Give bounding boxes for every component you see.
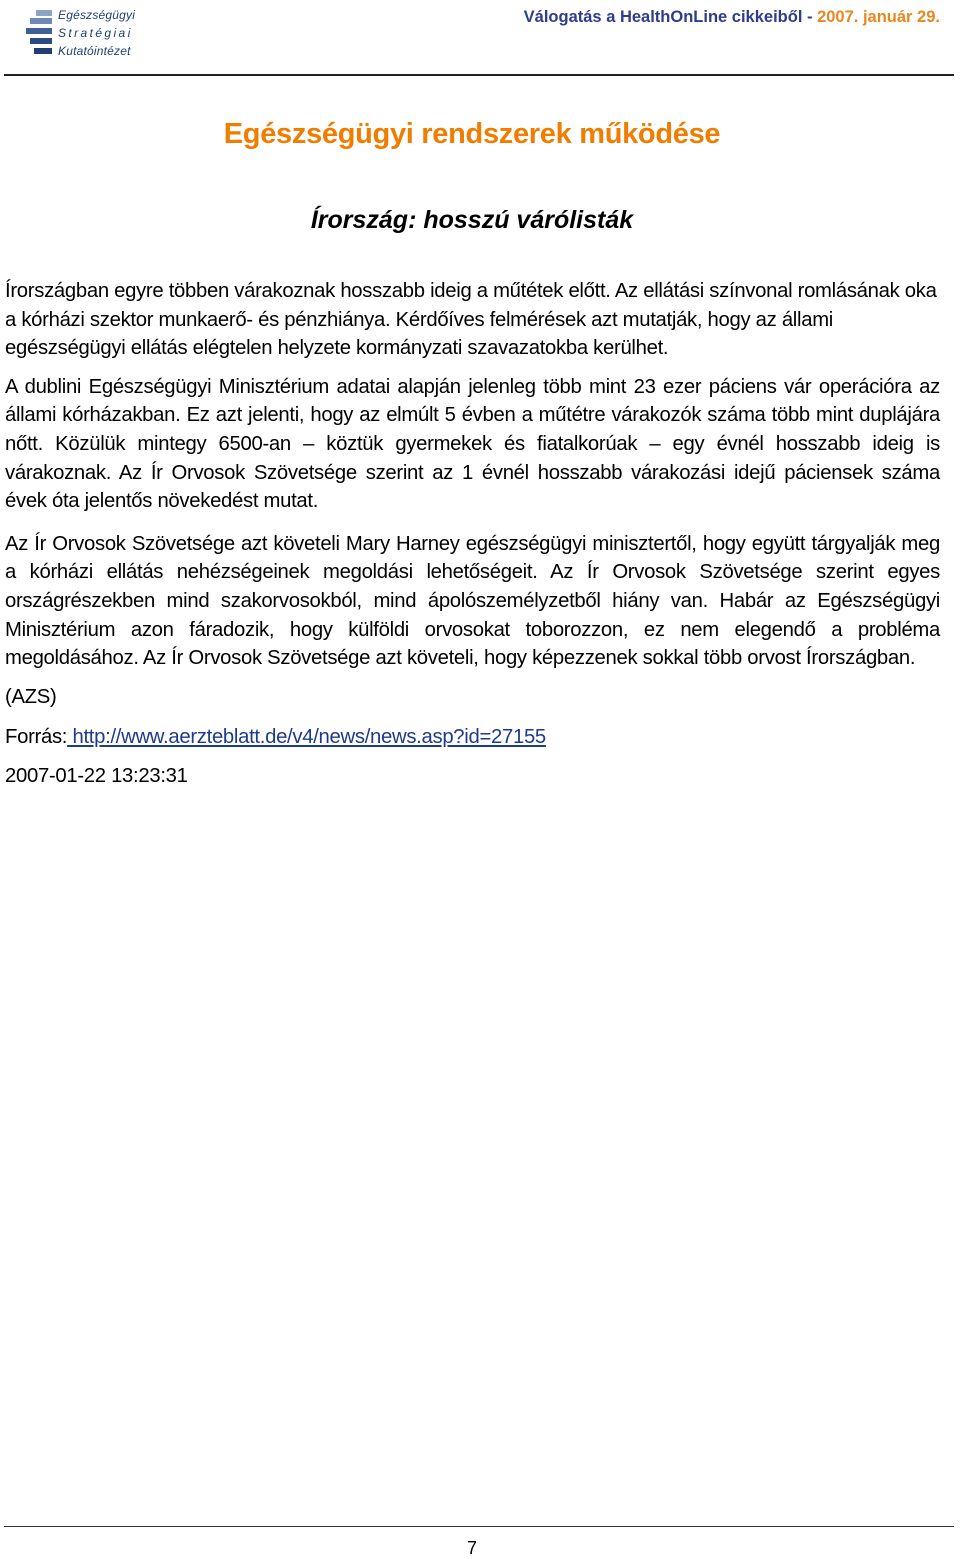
header-title-date: 2007. január 29.	[817, 8, 940, 26]
logo-line-1: Egészségügyi	[58, 8, 136, 22]
source-link[interactable]: http://www.aerzteblatt.de/v4/news/news.asp?id=27155	[67, 726, 546, 749]
page-number: 7	[466, 1538, 477, 1558]
article-paragraph-2: A dublini Egészségügyi Minisztérium adatai alapján jelenleg több mint 23 ezer páciens vár operációra az állami kórházakban. Ez azt jelenti, hogy az elmúlt 5 évben a műtétre várakozók száma több mint duplájára nőtt. Közülük mintegy 6500-an – köztük gyermekek és fiatalkorúak – egy évnél hosszabb ideig is várakoznak. Az Ír Orvosok Szövetsége szerint az 1 évnél hosszabb várakozási idejű páciensek száma évek óta jelentős növekedést mutat.	[5, 375, 940, 513]
logo-bars-icon	[26, 8, 52, 60]
article-paragraph-3: Az Ír Orvosok Szövetsége azt követeli Mary Harney egészségügyi minisztertől, hogy együtt tárgyalják meg a kórházi ellátás nehézségeinek megoldási lehetőségeit. Az Ír Orvosok Szövetsége szerint egyes országrészekben mind szakorvosokból, mind ápolószemélyzetből hiány van. Habár az Egészségügyi Minisztérium azon fáradozik, hogy külföldi orvosokat toborozzon, ez nem elegendő a probléma megoldásához. Az Ír Orvosok Szövetsége azt követeli, hogy képezzenek sokkal több orvost Írországban.	[5, 532, 940, 670]
page-header	[0, 0, 960, 78]
article-timestamp: 2007-01-22 13:23:31	[5, 764, 188, 787]
header-title	[524, 8, 940, 27]
section-title: Egészségügyi rendszerek működése	[223, 118, 721, 150]
logo-line-3: Kutatóintézet	[58, 44, 131, 58]
logo-line-2: Stratégiai	[58, 26, 133, 40]
article-source	[5, 723, 940, 752]
institute-logo	[26, 6, 136, 64]
article-title: Írország: hosszú várólisták	[310, 206, 634, 234]
source-label: Forrás:	[5, 726, 68, 749]
header-divider	[4, 74, 954, 76]
article-body	[5, 277, 940, 801]
article-lead: Írországban egyre többen várakoznak hosszabb ideig a műtétek előtt. Az ellátási színvonal romlásának oka a kórházi szektor munkaerő- és pénzhiánya. Kérdőíves felmérések azt mutatják, hogy az állami egészségügyi ellátás elégtelen helyzete kormányzati szavazatokba kerülhet.	[5, 280, 937, 360]
header-title-source: Válogatás a HealthOnLine cikkeiből -	[523, 8, 818, 26]
footer-divider	[4, 1526, 954, 1527]
article-signature: (AZS)	[5, 685, 57, 708]
